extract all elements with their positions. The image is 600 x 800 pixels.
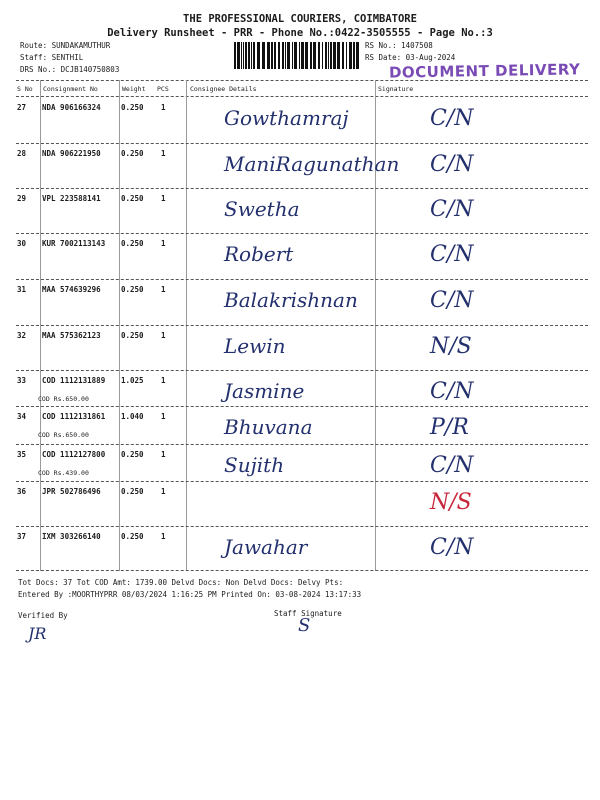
row-signature-status: C/N: [430, 106, 474, 131]
barcode-bar: [346, 42, 347, 69]
col-header-signature: Signature: [378, 85, 414, 93]
row-separator: [16, 570, 588, 571]
rs-number: RS No.: 1407508: [365, 41, 433, 50]
drs-number: DRS No.: DCJB140750803: [20, 65, 120, 74]
barcode-bar: [285, 42, 286, 69]
row-signature-status: C/N: [430, 379, 474, 404]
row-sno: 31: [17, 285, 27, 294]
row-separator: [16, 279, 588, 280]
row-sno: 33: [17, 376, 27, 385]
col-header-weight: Weight: [122, 85, 146, 93]
barcode-bar: [271, 42, 273, 69]
rs-date: RS Date: 03-Aug-2024: [365, 53, 456, 62]
row-signature-status: C/N: [430, 152, 474, 177]
row-consignment-no: MAA 574639296: [42, 285, 101, 294]
row-consignee-name: Swetha: [224, 197, 300, 221]
row-consignee-name: Balakrishnan: [224, 288, 358, 312]
row-sno: 36: [17, 487, 27, 496]
row-weight: 0.250: [121, 450, 144, 459]
row-pcs: 1: [161, 532, 166, 541]
row-consignment-no: VPL 223588141: [42, 194, 101, 203]
header-top-rule: [16, 80, 588, 81]
staff-signature-label: Staff Signature: [274, 609, 342, 618]
row-consignee-name: Robert: [224, 242, 294, 266]
row-weight: 0.250: [121, 532, 144, 541]
barcode-bar: [328, 42, 329, 69]
row-consignee-name: Bhuvana: [224, 415, 313, 439]
row-sno: 32: [17, 331, 27, 340]
row-pcs: 1: [161, 149, 166, 158]
row-signature-status: P/R: [430, 415, 469, 440]
barcode-bar: [241, 42, 242, 69]
document-delivery-stamp: DOCUMENT DELIVERY: [388, 60, 581, 82]
row-consignee-name: Lewin: [224, 334, 286, 358]
row-separator: [16, 526, 588, 527]
row-pcs: 1: [161, 194, 166, 203]
barcode-bar: [353, 42, 355, 69]
row-separator: [16, 143, 588, 144]
row-pcs: 1: [161, 331, 166, 340]
row-cod-amount: COD Rs.650.00: [38, 431, 89, 439]
row-weight: 0.250: [121, 487, 144, 496]
row-sno: 34: [17, 412, 27, 421]
row-signature-status: N/S: [430, 490, 472, 515]
row-consignment-no: IXM 303266140: [42, 532, 101, 541]
row-separator: [16, 188, 588, 189]
barcode-bar: [299, 42, 300, 69]
row-sno: 35: [17, 450, 27, 459]
route-label: Route: SUNDAKAMUTHUR: [20, 41, 111, 50]
barcode-bar: [282, 42, 284, 69]
runsheet-subtitle: Delivery Runsheet - PRR - Phone No.:0422-3505555 - Page No.:3: [107, 27, 493, 39]
barcode-bar: [234, 42, 236, 69]
totals-line: Tot Docs: 37 Tot COD Amt: 1739.00 Delvd Docs: Non Delvd Docs: Delvy Pts:: [18, 578, 344, 587]
barcode-image: [234, 42, 360, 69]
row-separator: [16, 370, 588, 371]
barcode-bar: [251, 42, 252, 69]
barcode-bar: [342, 42, 344, 69]
row-pcs: 1: [161, 285, 166, 294]
row-consignee-name: ManiRagunathan: [224, 152, 400, 176]
row-consignee-name: Sujith: [224, 453, 285, 477]
row-pcs: 1: [161, 376, 166, 385]
row-separator: [16, 481, 588, 482]
row-weight: 0.250: [121, 239, 144, 248]
barcode-bar: [305, 42, 308, 69]
row-weight: 0.250: [121, 103, 144, 112]
barcode-bar: [333, 42, 336, 69]
row-consignment-no: JPR 502786496: [42, 487, 101, 496]
row-consignment-no: KUR 7002113143: [42, 239, 106, 248]
row-sno: 29: [17, 194, 27, 203]
barcode-bar: [253, 42, 255, 69]
row-pcs: 1: [161, 487, 166, 496]
row-sno: 30: [17, 239, 27, 248]
row-cod-amount: COD Rs.650.00: [38, 395, 89, 403]
row-sno: 37: [17, 532, 27, 541]
barcode-bar: [287, 42, 290, 69]
row-signature-status: C/N: [430, 288, 474, 313]
row-consignment-no: NDA 906166324: [42, 103, 101, 112]
row-sno: 28: [17, 149, 27, 158]
row-weight: 0.250: [121, 331, 144, 340]
row-consignee-name: Gowthamraj: [224, 106, 349, 130]
barcode-bar: [278, 42, 280, 69]
row-pcs: 1: [161, 412, 166, 421]
barcode-bar: [330, 42, 332, 69]
col-header-consignment: Consignment No: [43, 85, 98, 93]
barcode-bar: [237, 42, 240, 69]
barcode-bar: [337, 42, 340, 69]
staff-label: Staff: SENTHIL: [20, 53, 84, 62]
row-consignee-name: Jawahar: [224, 535, 308, 559]
barcode-bar: [349, 42, 352, 69]
row-separator: [16, 325, 588, 326]
row-cod-amount: COD Rs.439.00: [38, 469, 89, 477]
document-title: THE PROFESSIONAL COURIERS, COIMBATORE: [183, 13, 417, 25]
barcode-bar: [294, 42, 297, 69]
row-signature-status: C/N: [430, 453, 474, 478]
row-signature-status: C/N: [430, 535, 474, 560]
row-separator: [16, 406, 588, 407]
entered-by-line: Entered By :MOORTHYPRR 08/03/2024 1:16:25 PM Printed On: 03-08-2024 13:17:33: [18, 590, 362, 599]
row-separator: [16, 444, 588, 445]
row-consignment-no: COD 1112131889: [42, 376, 106, 385]
barcode-bar: [313, 42, 316, 69]
col-header-sno: S No: [17, 85, 33, 93]
row-consignment-no: NDA 906221950: [42, 149, 101, 158]
barcode-bar: [274, 42, 276, 69]
verified-by-label: Verified By: [18, 611, 68, 620]
barcode-bar: [301, 42, 304, 69]
row-sno: 27: [17, 103, 27, 112]
barcode-bar: [356, 42, 359, 69]
col-header-consignee: Consignee Details: [190, 85, 257, 93]
header-bottom-rule: [16, 96, 588, 97]
row-pcs: 1: [161, 103, 166, 112]
row-pcs: 1: [161, 450, 166, 459]
row-consignment-no: MAA 575362123: [42, 331, 101, 340]
row-consignment-no: COD 1112127800: [42, 450, 106, 459]
row-signature-status: C/N: [430, 197, 474, 222]
row-weight: 1.040: [121, 412, 144, 421]
row-signature-status: N/S: [430, 334, 472, 359]
row-pcs: 1: [161, 239, 166, 248]
row-weight: 1.025: [121, 376, 144, 385]
barcode-bar: [325, 42, 327, 69]
row-signature-status: C/N: [430, 242, 474, 267]
row-weight: 0.250: [121, 194, 144, 203]
barcode-bar: [292, 42, 293, 69]
row-consignee-name: Jasmine: [224, 379, 305, 403]
row-separator: [16, 233, 588, 234]
barcode-bar: [310, 42, 312, 69]
row-weight: 0.250: [121, 149, 144, 158]
staff-signature-mark: S: [298, 615, 311, 636]
barcode-bar: [248, 42, 250, 69]
verified-by-initials: JR: [28, 624, 47, 643]
barcode-bar: [267, 42, 270, 69]
barcode-bar: [243, 42, 244, 69]
barcode-bar: [257, 42, 260, 69]
barcode-bar: [245, 42, 247, 69]
barcode-bar: [322, 42, 323, 69]
barcode-bar: [318, 42, 320, 69]
row-consignment-no: COD 1112131861: [42, 412, 106, 421]
row-weight: 0.250: [121, 285, 144, 294]
barcode-bar: [262, 42, 265, 69]
col-header-pcs: PCS: [157, 85, 169, 93]
